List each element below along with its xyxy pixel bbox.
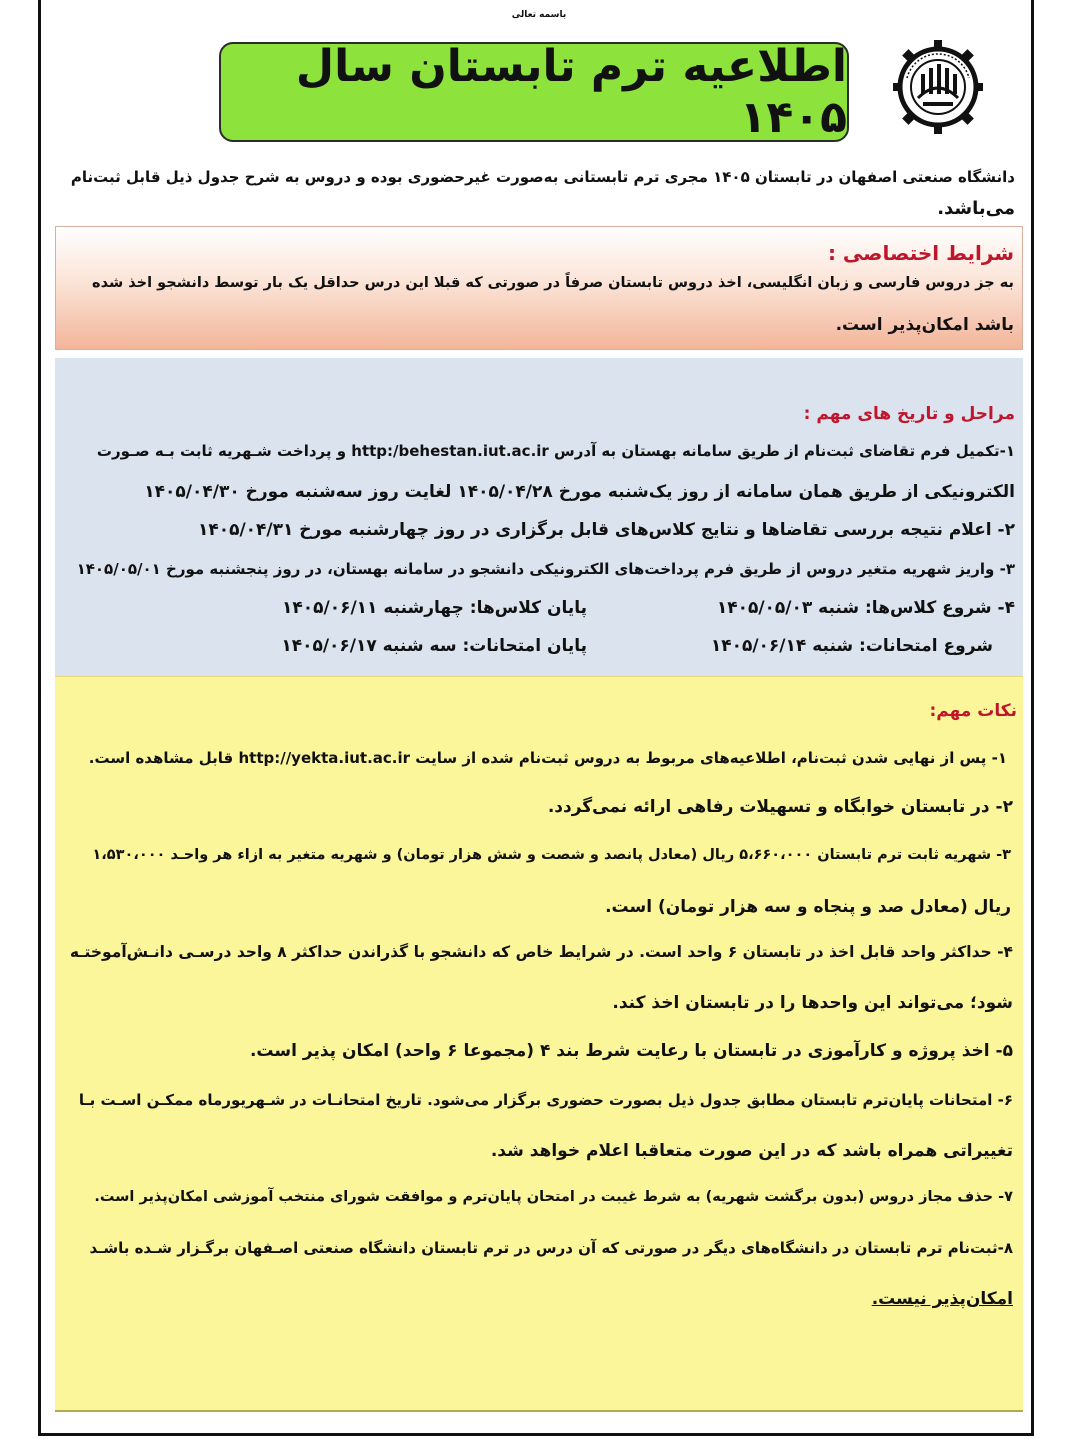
step-2: ۲- اعلام نتیجه بررسی تقاضاها و نتایج کلاس‌های قابل برگزاری در روز چهارشنبه مورخ ۱۴۰۵/۰۴/۳۱ — [197, 520, 1015, 540]
note-7: ۷- حذف مجاز دروس (بدون برگشت شهریه) به شرط غیبت در امتحان پایان‌ترم و موافقت شورای منتخب آموزشی امکان‌پذیر است. — [94, 1189, 1013, 1205]
special-conditions-heading: شرایط اختصاصی : — [827, 241, 1014, 265]
salutation: باسمه تعالی — [511, 10, 567, 20]
special-conditions-section — [55, 226, 1023, 350]
note-2: ۲- در تابستان خوابگاه و تسهیلات رفاهی ارائه نمی‌گردد. — [547, 797, 1013, 817]
special-conditions-line-2: باشد امکان‌پذیر است. — [835, 315, 1014, 335]
classes-start: ۴- شروع کلاس‌ها: شنبه ۱۴۰۵/۰۵/۰۳ — [716, 598, 1015, 618]
classes-end: پایان کلاس‌ها: چهارشنبه ۱۴۰۵/۰۶/۱۱ — [281, 598, 587, 618]
special-conditions-line-1: به جز دروس فارسی و زبان انگلیسی، اخذ دروس تابستان صرفاً در صورتی که قبلا این درس حداقل یک بار توسط دانشجو اخذ شده — [92, 275, 1014, 291]
note-8-line-2: امکان‌پذیر نیست. — [871, 1289, 1013, 1309]
note-1: ۱- پس از نهایی شدن ثبت‌نام، اطلاعیه‌های مربوط به دروس ثبت‌نام شده از سایت http://yekta.iut.ac.ir قابل مشاهده است. — [88, 749, 1007, 767]
exams-start: شروع امتحانات: شنبه ۱۴۰۵/۰۶/۱۴ — [710, 636, 993, 656]
note-3-line-2: ریال (معادل صد و پنجاه و سه هزار تومان) است. — [605, 897, 1011, 917]
university-logo — [893, 38, 983, 138]
step-1-line-1: ۱-تکمیل فرم تقاضای ثبت‌نام از طریق سامانه بهستان به آدرس http:/behestan.iut.ac.ir و پرداخت شـهریه ثابت بـه صـورت — [96, 442, 1015, 460]
note-4-line-1: ۴- حداکثر واحد قابل اخذ در تابستان ۶ واحد است. در شرایط خاص که دانشجو با گذراندن حداکثر ۸ واحد درسـی دانـش‌آموختـه — [69, 943, 1013, 961]
announcement-page — [38, 0, 1034, 1436]
note-4-line-2: شود؛ می‌تواند این واحدها را در تابستان اخذ کند. — [612, 993, 1013, 1013]
intro-line-1: دانشگاه صنعتی اصفهان در تابستان ۱۴۰۵ مجری ترم تابستانی به‌صورت غیرحضوری بوده و دروس به شرح جدول ذیل قابل ثبت‌نام — [70, 168, 1015, 186]
important-dates-section — [55, 358, 1023, 676]
title-banner — [219, 42, 849, 142]
note-8-line-1: ۸-ثبت‌نام ترم تابستان در دانشگاه‌های دیگر در صورتی که آن درس در ترم تابستان دانشگاه صنعتی اصـفهان برگـزار شـده باشـد — [89, 1239, 1013, 1257]
note-6-line-1: ۶- امتحانات پایان‌ترم تابستان مطابق جدول ذیل بصورت حضوری برگزار می‌شود. تاریخ امتحانـات در شـهریورماه ممکـن اسـت بـا — [78, 1091, 1013, 1109]
intro-line-2: می‌باشد. — [937, 198, 1015, 219]
note-5: ۵- اخذ پروژه و کارآموزی در تابستان با رعایت شرط بند ۴ (مجموعا ۶ واحد) امکان پذیر است. — [249, 1041, 1013, 1061]
page-title: اطلاعیه ترم تابستان سال ۱۴۰۵ — [295, 41, 847, 143]
important-dates-heading: مراحل و تاریخ های مهم : — [803, 404, 1015, 424]
step-1-line-2: الکترونیکی از طریق همان سامانه از روز یک‌شنبه مورخ ۱۴۰۵/۰۴/۲۸ لغایت روز سه‌شنبه مورخ ۱۴۰۵/۰۴/۳۰ — [144, 482, 1015, 502]
important-notes-section — [55, 676, 1023, 1412]
note-3-line-1: ۳- شهریه ثابت ترم تابستان ۵،۶۶۰،۰۰۰ ریال (معادل پانصد و شصت و شش هزار تومان) و شهریه متغیر به ازاء هر واحـد ۱،۵۳۰،۰۰۰ — [92, 847, 1011, 863]
important-notes-heading: نکات مهم: — [929, 701, 1017, 721]
exams-end: پایان امتحانات: سه شنبه ۱۴۰۵/۰۶/۱۷ — [281, 636, 587, 656]
note-6-line-2: تغییراتی همراه باشد که در این صورت متعاقبا اعلام خواهد شد. — [490, 1141, 1013, 1161]
step-3: ۳- واریز شهریه متغیر دروس از طریق فرم پرداخت‌های الکترونیکی دانشجو در سامانه بهستان، در روز پنجشنبه مورخ ۱۴۰۵/۰۵/۰۱ — [76, 560, 1015, 578]
